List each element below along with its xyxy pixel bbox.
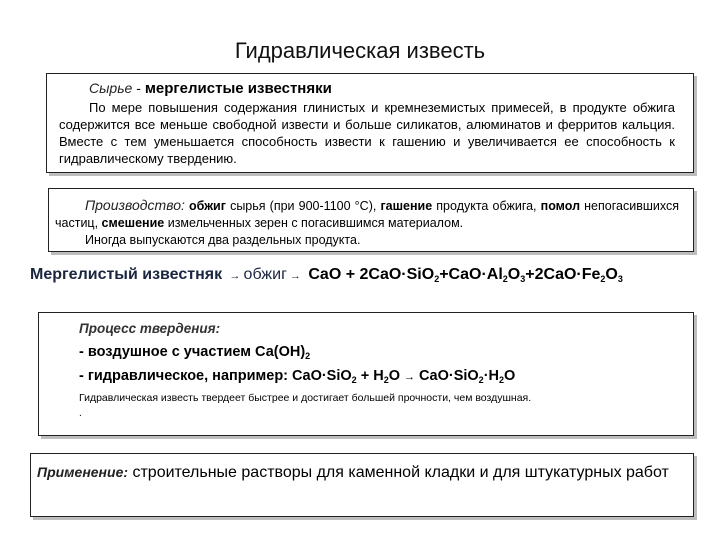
hydraulic-sub: 2 — [383, 375, 389, 385]
product-part: +2CaO·Fe — [525, 266, 601, 283]
product-part: O — [507, 266, 521, 283]
reaction-arrow-2: → — [289, 270, 301, 282]
product-part: +CaO·Al — [439, 266, 503, 283]
production-note: Иногда выпускаются два раздельных продукта. — [85, 233, 361, 247]
raw-material-separator: - — [132, 80, 145, 96]
reaction-equation — [30, 266, 623, 284]
hardening-air-text: - воздушное с участием Са(ОН) — [79, 344, 306, 360]
hardening-air — [79, 344, 679, 360]
product-sub: 3 — [520, 274, 526, 284]
hydraulic-part: + H — [356, 368, 384, 384]
reaction-process: обжиг — [243, 266, 287, 283]
usage-box — [30, 453, 694, 517]
production-label: Производство: — [85, 197, 185, 213]
reaction-arrow-1: → — [229, 270, 241, 282]
hydraulic-part: O — [504, 368, 516, 384]
product-sub: 2 — [434, 274, 440, 284]
usage-label: Применение: — [37, 464, 129, 480]
hydraulic-part: ·H — [483, 368, 499, 384]
reaction-start: Мергелистый известняк — [30, 266, 223, 283]
hydraulic-arrow: → — [404, 371, 416, 383]
product-part: O — [605, 266, 618, 283]
hardening-hydraulic — [79, 368, 679, 384]
production-box — [48, 188, 694, 252]
production-step-slaking-text: продукта обжига, — [432, 199, 541, 213]
raw-material-name: мергелистые известняки — [144, 80, 332, 97]
production-step-firing-text: сырья (при 900-1100 °С), — [225, 199, 381, 213]
raw-material-text: По мере повышения содержания глинистых и кремнеземистых примесей, в продукте обжига содержится все меньше свободной извести и больше силикатов, алюминатов и ферритов кальция. Вместе с тем уменьшается способность извести к гашению и увеличивается ее способность к гидравлическому твердению. — [59, 100, 675, 166]
raw-material-heading — [89, 80, 675, 97]
production-text — [55, 197, 679, 232]
page-title: Гидравлическая известь — [234, 38, 486, 63]
production-step-mixing-text: измельченных зерен с погасившимся материалом. — [164, 216, 464, 230]
hydraulic-part: CaO·SiO — [419, 368, 479, 384]
reaction-products — [308, 266, 623, 283]
production-step-mixing: смешение — [101, 216, 165, 230]
production-step-firing: обжиг — [189, 199, 226, 213]
hardening-title: Процесс твердения: — [79, 321, 221, 336]
hydraulic-part: O — [388, 368, 400, 384]
hardening-note: Гидравлическая известь твердеет быстрее и достигает большей прочности, чем воздушная. — [79, 392, 532, 404]
production-step-slaking: гашение — [380, 199, 433, 213]
usage-text — [37, 462, 679, 483]
hydraulic-sub: 2 — [499, 375, 505, 385]
raw-material-label: Сырье — [89, 80, 133, 96]
production-step-grinding-text: непогасившихся частиц, — [55, 199, 679, 230]
product-sub: 3 — [617, 274, 623, 284]
production-step-grinding: помол — [540, 199, 581, 213]
hydraulic-sub: 2 — [351, 375, 357, 385]
product-part: CaO + 2CaO·SiO — [308, 266, 435, 283]
hydraulic-sub: 2 — [478, 375, 484, 385]
raw-material-box — [46, 73, 694, 173]
hardening-air-sub: 2 — [305, 351, 311, 361]
product-sub: 2 — [600, 274, 606, 284]
product-sub: 2 — [502, 274, 508, 284]
hardening-box — [38, 312, 694, 436]
usage-body: строительные растворы для каменной кладки и для штукатурных работ — [128, 464, 669, 481]
hydraulic-part: - гидравлическое, например: CaO·SiO — [79, 368, 352, 384]
hardening-dot: . — [79, 408, 82, 419]
